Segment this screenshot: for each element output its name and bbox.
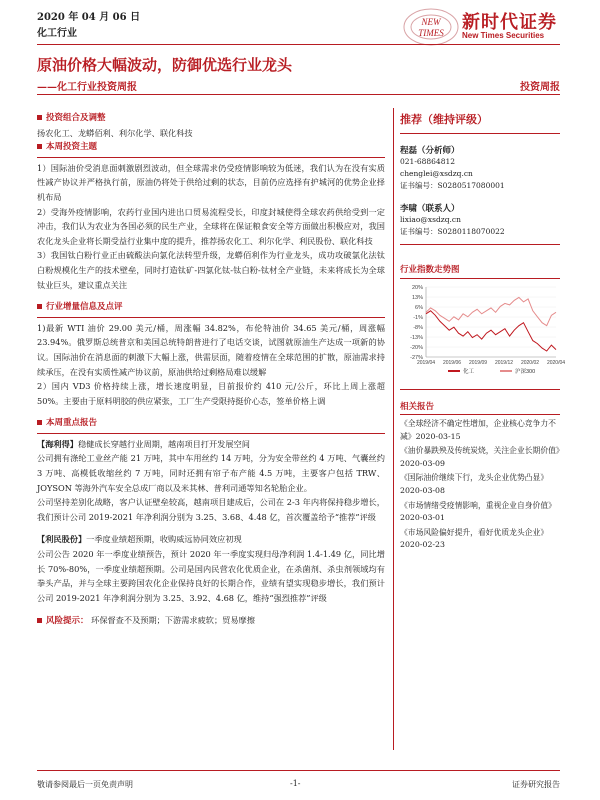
report-title: 原油价格大幅波动，防御优选行业龙头 — [37, 56, 293, 74]
industry-label: 化工行业 — [37, 28, 77, 39]
industry-paragraph-2: 2）国内 VD3 价格持续上涨，增长速度明显，目前报价约 410 元/公斤，环比上周上涨超 50%。主要由于原料明胶的供应紧张，工厂生产受限持挺价心态，签单价格上调 — [37, 381, 385, 406]
x-tick-label: 2019/09 — [468, 360, 488, 366]
y-tick-label: 6% — [415, 305, 423, 311]
y-tick-label: -1% — [413, 315, 423, 321]
bullet-icon — [37, 420, 42, 425]
svg-text:NEW: NEW — [421, 17, 441, 27]
related-report-item[interactable]: 《市场风险偏好提升，看好优质龙头企业》2020-02-23 — [400, 527, 549, 550]
legend-label: 化工 — [463, 369, 475, 375]
sidebar-divider — [400, 133, 560, 134]
y-tick-label: -27% — [410, 355, 423, 361]
risk-text: 环保督查不及预期；下游需求疲软；贸易摩擦 — [91, 615, 255, 626]
section-key-reports-heading: 本周重点报告 — [37, 416, 385, 431]
y-tick-label: -8% — [413, 325, 423, 331]
footer-label: 证券研究报告 — [512, 780, 560, 789]
analyst-1-name: 程磊（分析师） — [400, 146, 460, 156]
report-2-paragraph-1: 公司公告 2020 年一季度业绩预告，预计 2020 年一季度实现归母净利润 1.4-1.49 亿，同比增长 70%-80%，一季度业绩超预期。公司是国内民营农化优质企业，在杀菌剂、杀虫剂领域均有拳头产品，并与全球主要跨国农化企业保持良好的长期合作，业绩有望实现稳步增长，我们预计公司 2019-2021 年净利润分别为 3.25、3.92、4.68 亿，维持“强烈推荐”评级 — [37, 549, 385, 603]
industry-paragraph-1: 1)最新 WTI 油价 29.00 美元/桶，周涨幅 34.82%，布伦特油价 34.65 美元/桶，周涨幅 23.94%。俄罗斯总统普京和美国总统特朗普进行了电话交谈，试图就原油生产达成一项新的协议。国际油价在消息面的刺激下大幅上涨，供需层面，随着疫情在全球范围的扩散，原油需求持续承压，在没有实质性减产协议前，原油供给过剩格局难以缓解 — [37, 322, 385, 377]
bullet-icon — [37, 304, 42, 309]
related-report-item[interactable]: 《市场情绪受疫情影响，重视企业自身价值》2020-03-01 — [400, 500, 556, 523]
sidebar-divider — [400, 414, 560, 415]
report-1-headline: 【海利得】稳健成长穿越行业周期，越南项目打开发展空间 — [37, 438, 250, 449]
x-tick-label: 2020/04 — [546, 360, 566, 366]
y-tick-label: 20% — [411, 285, 423, 291]
sidebar-divider — [400, 389, 560, 390]
header-divider — [37, 44, 560, 45]
analyst-2-cert: 证书编号：S0280118070022 — [400, 227, 505, 236]
analyst-1-cert: 证书编号：S0280517080001 — [400, 181, 505, 190]
x-tick-label: 2020/02 — [520, 360, 540, 366]
brand-name-cn: 新时代证券 — [462, 12, 557, 33]
report-1-paragraph-2: 公司坚持差别化战略，客户认证壁垒较高，越南项目建成后，公司在 2-3 年内将保持稳步增长，我们预计公司 2019-2021 年净利润分别为 3.25、3.68、4.48 亿，首次覆盖给予“推荐”评级 — [37, 497, 385, 522]
brand-logo — [402, 6, 460, 48]
report-1-company: 【海利得】 — [37, 438, 78, 449]
x-tick-label: 2019/12 — [494, 360, 514, 366]
section-divider — [37, 433, 385, 434]
title-divider — [37, 94, 560, 95]
analyst-2-email[interactable]: lixiao@xsdzq.cn — [400, 215, 461, 224]
y-tick-label: 13% — [411, 295, 423, 301]
brand-name-en: New Times Securities — [462, 31, 545, 40]
risk-notice — [37, 613, 385, 629]
report-2-company: 【利民股份】 — [37, 534, 87, 545]
related-report-item[interactable]: 《全球经济不确定性增加，企业核心竞争力不减》2020-03-15 — [400, 419, 556, 441]
main-column — [37, 111, 385, 629]
section-divider — [37, 317, 385, 318]
analyst-1-phone: 021-68864812 — [400, 157, 456, 166]
related-report-item[interactable]: 《国际油价继续下行，龙头企业优势凸显》2020-03-08 — [400, 473, 549, 495]
series-line-hs300 — [426, 297, 556, 325]
bullet-icon — [37, 115, 42, 120]
analyst-1-email[interactable]: chenglei@xsdzq.cn — [400, 169, 473, 178]
sidebar-divider — [400, 244, 560, 245]
bullet-icon — [37, 618, 42, 623]
report-date: 2020 年 04 月 06 日 — [37, 12, 141, 23]
sidebar — [400, 111, 566, 554]
theme-paragraph-2: 2）受海外疫情影响，农药行业国内进出口贸易流程受长，印度封城使得全球农药供给受到一定冲击，我们认为农业为各国必须的民生产业，全球将在保证粮食安全等方面做出积极应对，我国农化龙头企业将长期受益行业集中度的提升，推荐扬农化工、利尔化学、利民股份、联化科技 — [37, 206, 385, 246]
x-tick-label: 2019/04 — [416, 360, 436, 366]
svg-text:TIMES: TIMES — [418, 28, 444, 38]
section-divider — [37, 157, 385, 158]
section-portfolio-heading: 投资组合及调整 — [37, 111, 385, 126]
industry-index-chart — [400, 283, 566, 379]
disclaimer-note[interactable]: 敬请参阅最后一页免责声明 — [37, 780, 133, 789]
theme-paragraph-3: 3）我国钛白粉行业正由硫酸法向氯化法转型升级，龙蟒佰利作为行业龙头，成功攻破氯化法钛白粉规模化生产的技术壁垒，同时打造钛矿-四氯化钛-钛白粉-钛材全产业链，未来将成长为全球钛业巨头，建议重点关注 — [37, 250, 385, 290]
y-tick-label: -20% — [410, 345, 423, 351]
section-industry-info-heading: 行业增量信息及点评 — [37, 300, 385, 315]
page-number: -1- — [290, 779, 301, 788]
analyst-2-name: 李啸（联系人） — [400, 204, 460, 214]
footer-divider — [37, 770, 560, 771]
portfolio-text: 扬农化工、龙蟒佰利、利尔化学、联化科技 — [37, 127, 193, 138]
report-type: 投资周报 — [520, 82, 560, 93]
legend-label: 沪深300 — [515, 369, 536, 375]
report-2-headline: 【利民股份】一季度业绩超预期，收购威远协同效应初现 — [37, 534, 242, 545]
y-tick-label: -13% — [410, 335, 423, 341]
theme-paragraph-1: 1）国际油价受消息面刺激剧烈波动，但全球需求仍受疫情影响较为低迷，我们认为在没有实质性减产协议并严格执行前，原油仍将处于供给过剩的状态，目前仍应选择有护城河的优势企业择机布局 — [37, 162, 385, 202]
related-report-item[interactable]: 《油价暴跌殃及传统炭烧，关注企业长期价值》2020-03-09 — [400, 446, 560, 468]
report-1-paragraph-1: 公司拥有涤纶工业丝产能 21 万吨，其中车用丝约 14 万吨，分为安全带丝约 4 万吨、气囊丝约 3 万吨、高模低收缩丝约 7 万吨，同时还拥有帘子布产能 4.5 万吨，主要客户包括 TRW、JOYSON 等海外汽车安全总成厂商以及米其林、普利司通等知名轮胎企业。 — [37, 453, 385, 493]
report-subtitle: ——化工行业投资周报 — [37, 82, 137, 93]
chart-title: 行业指数走势图 — [400, 265, 460, 275]
section-theme-heading: 本周投资主题 — [37, 140, 385, 155]
x-tick-label: 2019/06 — [442, 360, 462, 366]
related-reports-title: 相关报告 — [400, 402, 435, 412]
column-divider — [393, 108, 394, 750]
bullet-icon — [37, 144, 42, 149]
sidebar-divider — [400, 278, 560, 279]
rating-label: 推荐（维持评级） — [400, 113, 488, 126]
risk-heading: 风险提示： — [37, 616, 89, 626]
